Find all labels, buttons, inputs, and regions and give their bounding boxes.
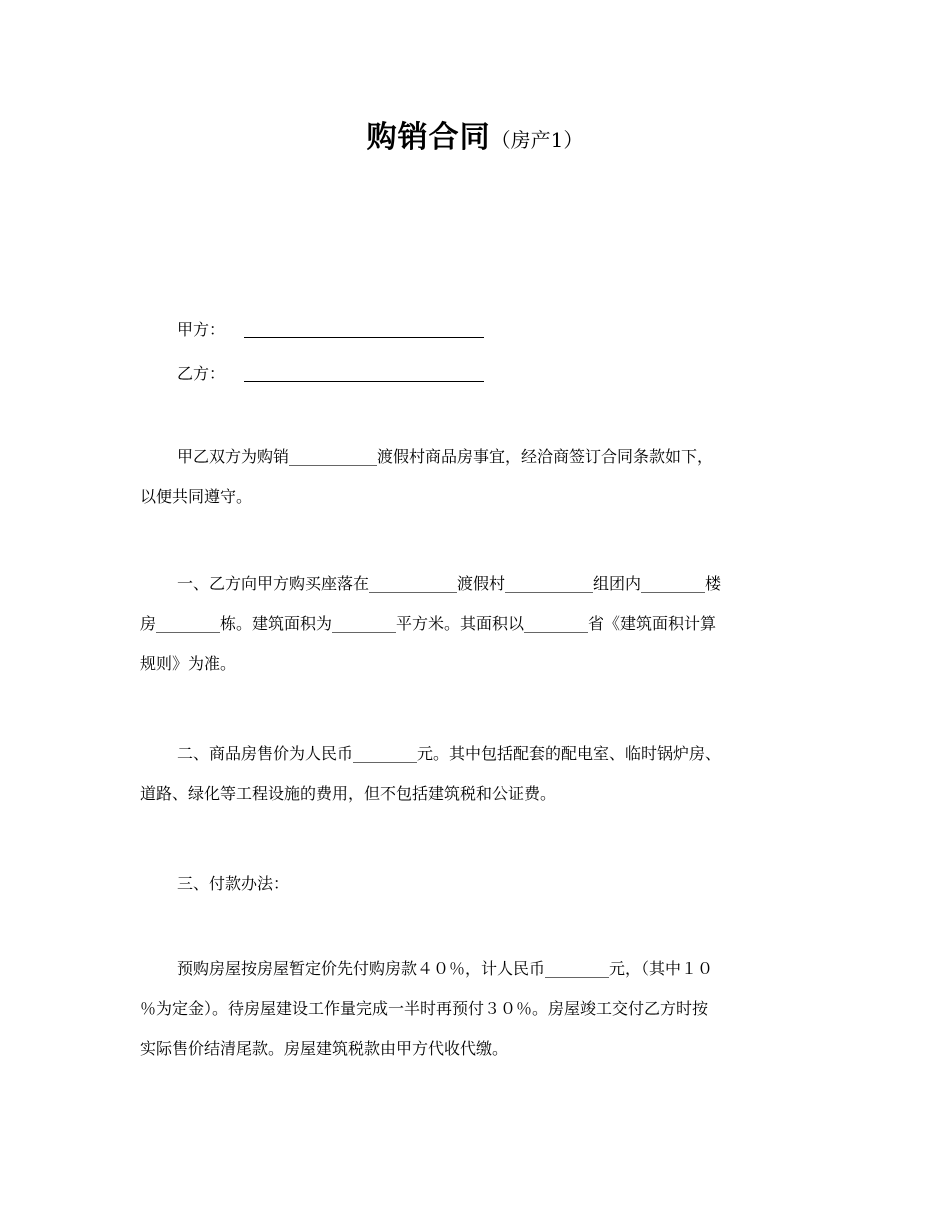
clause-2-paragraph: [140, 734, 820, 814]
payment-line-1: 预购房屋按房屋暂定价先付购房款４０％，计人民币________元，（其中１０: [177, 959, 714, 978]
clause-2-line-2: 道路、绿化等工程设施的费用，但不包括建筑税和公证费。: [140, 784, 557, 803]
title-main: 购销合同: [366, 120, 491, 155]
title-suffix: （房产1）: [490, 128, 584, 152]
document-title: [0, 112, 950, 156]
clause-1-line-2: 房________栋。建筑面积为________平方米。其面积以________省《建筑面积计算: [140, 614, 717, 633]
intro-paragraph: [140, 437, 820, 517]
clause-3-heading: 三、付款办法：: [177, 874, 290, 893]
payment-line-3: 实际售价结清尾款。房屋建筑税款由甲方代收代缴。: [140, 1039, 509, 1058]
payment-line-2: ％为定金）。待房屋建设工作量完成一半时再预付３０％。房屋竣工交付乙方时按: [140, 999, 709, 1018]
clause-1-line-3: 规则》为准。: [140, 654, 237, 673]
clause-1-line-1: 一、乙方向甲方购买座落在___________渡假村___________组团内________楼: [177, 574, 722, 593]
party-a-blank-line[interactable]: [244, 337, 484, 338]
party-b-blank-line[interactable]: [244, 381, 484, 382]
intro-line-2: 以便共同遵守。: [140, 487, 253, 506]
party-a-label: 甲方：: [177, 320, 226, 339]
intro-line-1: 甲乙双方为购销___________渡假村商品房事宜，经洽商签订合同条款如下，: [177, 447, 714, 466]
payment-paragraph: [140, 949, 820, 1069]
clause-2-line-1: 二、商品房售价为人民币________元。其中包括配套的配电室、临时锅炉房、: [177, 744, 722, 763]
party-b-label: 乙方：: [177, 364, 226, 383]
clause-1-paragraph: [140, 564, 820, 684]
